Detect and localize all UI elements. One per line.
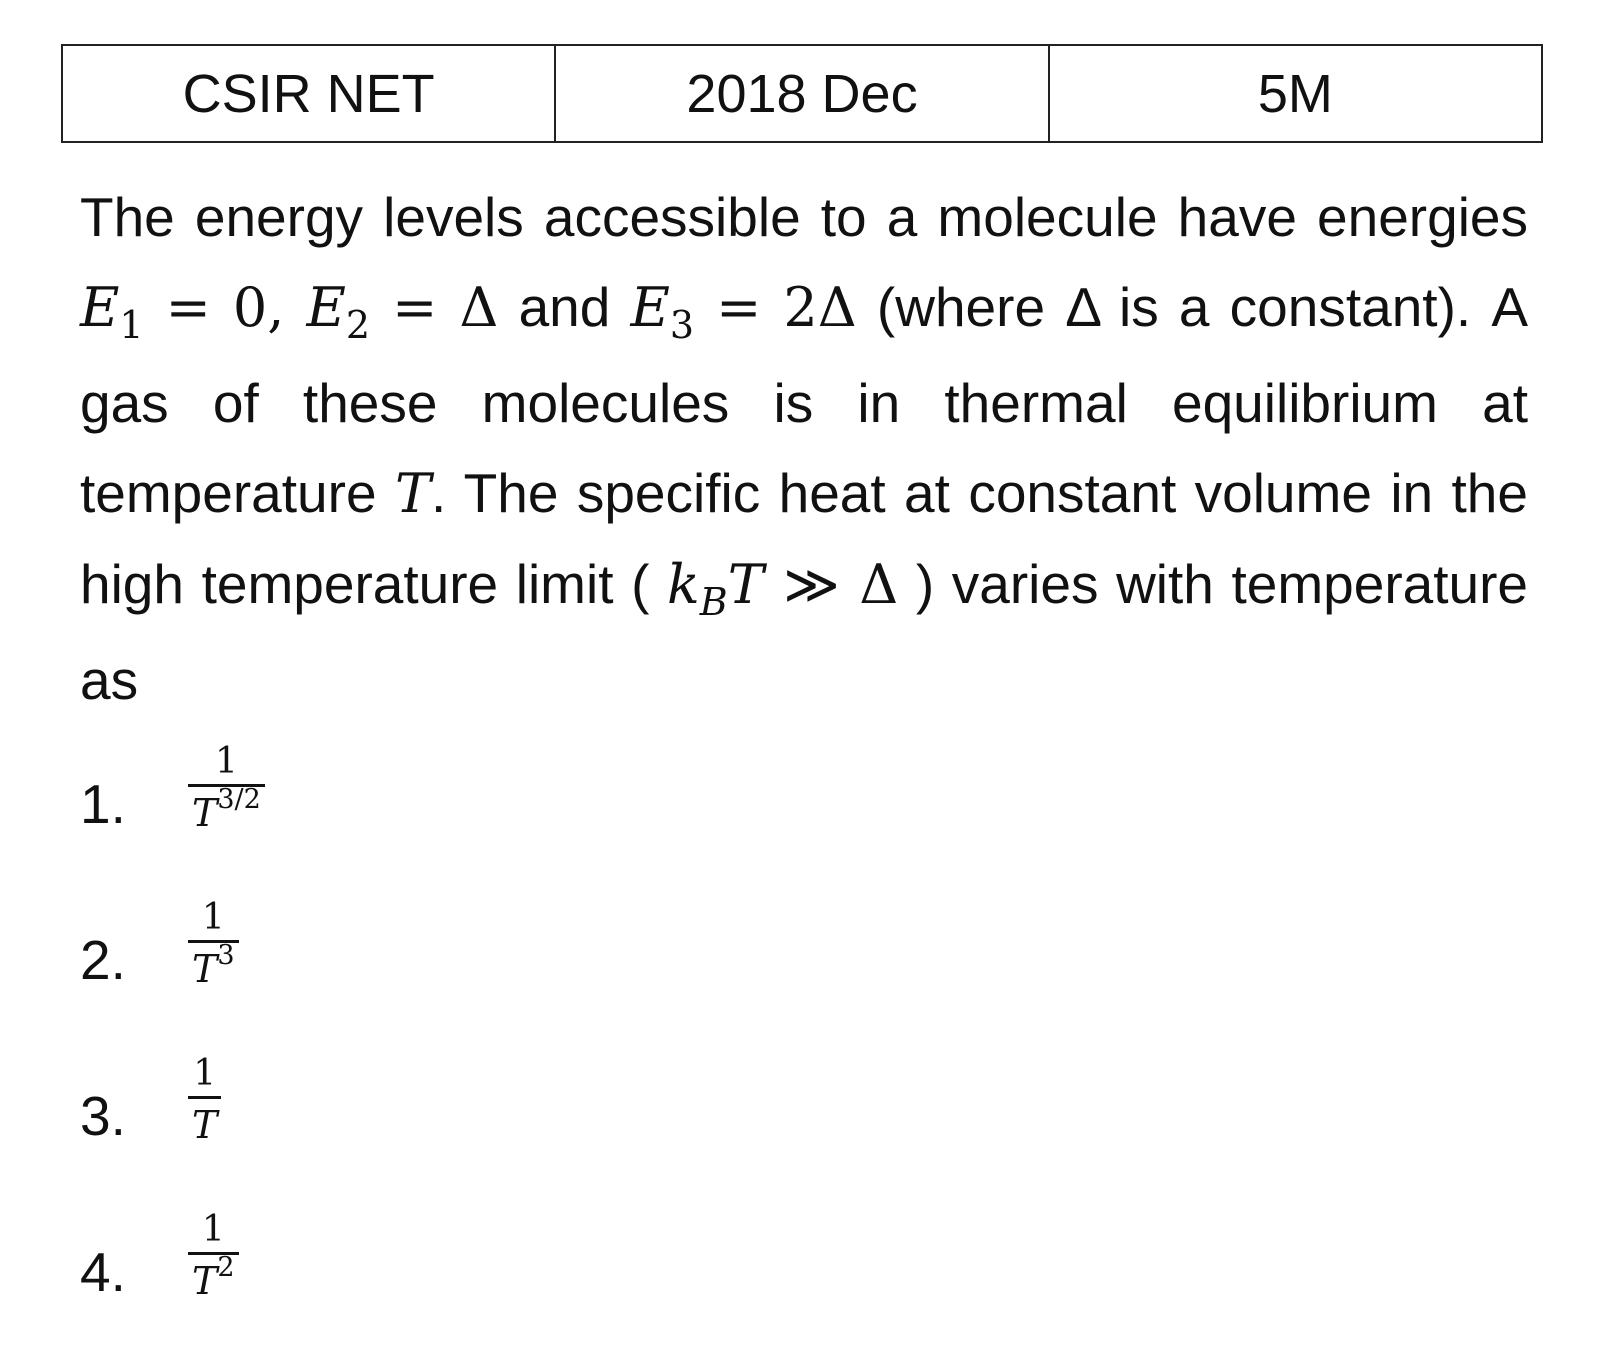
- denominator-exponent: 3: [217, 940, 235, 972]
- fraction-numerator: 1: [193, 1053, 217, 1094]
- question-text-part: and: [498, 276, 631, 338]
- question-text-part: (where Δ is a constant). A gas of these molecules is in thermal equilibrium at temperature: [80, 276, 1529, 524]
- fraction-denominator: [188, 1252, 239, 1307]
- option-number: 3.: [80, 1085, 126, 1147]
- symbol-e2: E: [306, 276, 346, 339]
- fraction: [188, 896, 239, 995]
- denominator-exponent: 2: [217, 1252, 235, 1284]
- denominator-base: T: [192, 1103, 218, 1147]
- subscript-2: 2: [345, 303, 371, 347]
- fraction-numerator: 1: [201, 897, 225, 938]
- subscript-3: 3: [669, 303, 695, 347]
- fraction: [188, 740, 265, 839]
- header-table: [61, 44, 1543, 143]
- symbol-e1: E: [80, 276, 120, 339]
- fraction-numerator: 1: [201, 1209, 225, 1250]
- subscript-b: B: [699, 580, 728, 624]
- question-text-part: The energy levels accessible to a molecule have energies: [80, 186, 1528, 248]
- denominator-base: T: [192, 1259, 218, 1303]
- fraction-denominator: [188, 940, 239, 995]
- fraction: [188, 1208, 239, 1307]
- symbol-temperature: T: [394, 462, 431, 525]
- exam-session-cell: 2018 Dec: [555, 45, 1048, 142]
- option-number: 1.: [80, 773, 126, 835]
- much-greater-than-delta: ≫ Δ: [763, 553, 899, 616]
- symbol-temperature: T: [727, 553, 764, 616]
- denominator-base: T: [192, 947, 218, 991]
- subscript-1: 1: [119, 303, 144, 347]
- question-text: [80, 172, 1528, 725]
- option-4[interactable]: [80, 1208, 880, 1364]
- fraction: [188, 1052, 221, 1151]
- option-1[interactable]: [80, 740, 880, 896]
- denominator-base: T: [192, 791, 218, 835]
- options-list: [80, 740, 880, 1364]
- denominator-exponent: 3/2: [217, 784, 261, 816]
- option-number: 2.: [80, 929, 126, 991]
- symbol-boltzmann-k: k: [667, 553, 700, 616]
- question-text-part: ) varies with temperature as: [80, 553, 1529, 711]
- question-text-part: . The specific heat at constant volume in the high temperature limit (: [80, 462, 1528, 615]
- exam-name-cell: CSIR NET: [62, 45, 555, 142]
- fraction-denominator: [188, 1099, 221, 1151]
- equation-e2-value: = Δ: [370, 276, 499, 339]
- fraction-denominator: [188, 784, 265, 839]
- option-2[interactable]: [80, 896, 880, 1052]
- symbol-e3: E: [630, 276, 670, 339]
- header-row: [62, 45, 1542, 142]
- equation-e1-value: = 0,: [143, 276, 307, 339]
- marks-cell: 5M: [1049, 45, 1542, 142]
- option-number: 4.: [80, 1241, 126, 1303]
- equation-e3-value: = 2Δ: [694, 276, 857, 339]
- fraction-numerator: 1: [214, 741, 238, 782]
- option-3[interactable]: [80, 1052, 880, 1208]
